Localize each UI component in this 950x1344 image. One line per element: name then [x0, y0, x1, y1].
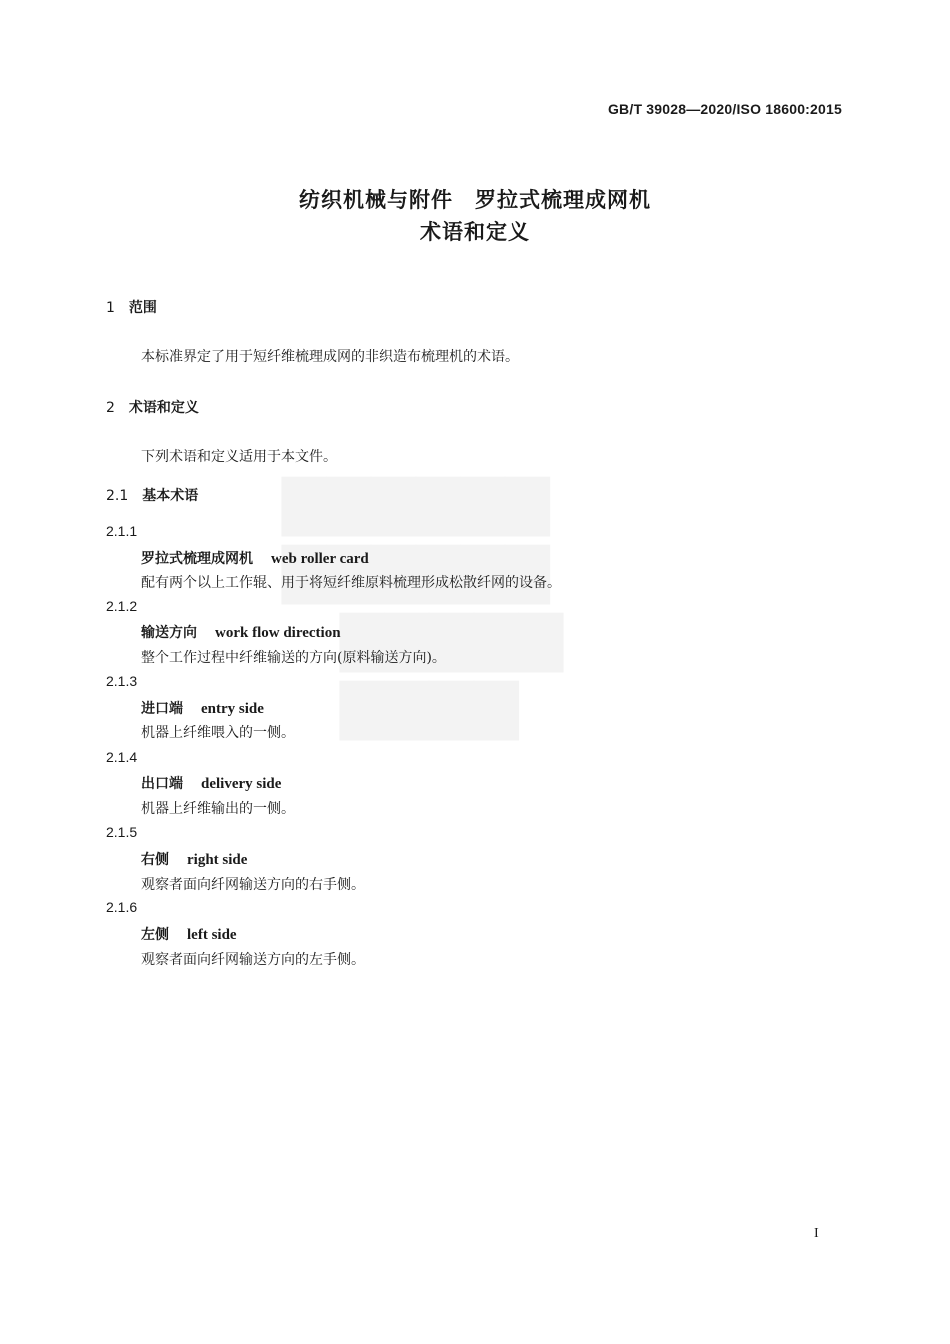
term-number: 2.1.1: [106, 523, 138, 539]
term-entry: [141, 698, 264, 718]
term-en: left side: [187, 927, 237, 943]
term-zh: 进口端: [141, 701, 183, 717]
section-title: 范围: [128, 300, 157, 316]
document-subtitle: 术语和定义: [420, 220, 530, 244]
term-number: 2.1.2: [106, 598, 138, 614]
term-definition: 配有两个以上工作辊、用于将短纤维原料梳理形成松散纤网的设备。: [141, 575, 561, 591]
section-title: 基本术语: [142, 488, 199, 504]
section-1-heading: [106, 297, 157, 317]
term-en: web roller card: [271, 551, 369, 567]
term-zh: 出口端: [141, 776, 183, 792]
term-definition: 整个工作过程中纤维输送的方向(原料输送方向)。: [141, 650, 446, 666]
term-en: delivery side: [201, 776, 282, 792]
term-zh: 罗拉式梳理成网机: [141, 551, 253, 567]
watermark: [282, 468, 634, 758]
term-definition: 观察者面向纤网输送方向的左手侧。: [141, 952, 365, 968]
term-en: entry side: [201, 701, 264, 717]
term-definition: 机器上纤维喂入的一侧。: [141, 725, 295, 741]
section-2-1-heading: [106, 485, 198, 505]
term-zh: 右侧: [141, 852, 169, 868]
term-definition: 机器上纤维输出的一侧。: [141, 801, 295, 817]
page-number: I: [814, 1226, 819, 1241]
term-number: 2.1.6: [106, 899, 138, 915]
section-number: 2.1: [106, 488, 129, 504]
section-number: 2: [106, 400, 115, 416]
section-2-heading: [106, 397, 199, 417]
term-number: 2.1.4: [106, 749, 138, 765]
term-definition: 观察者面向纤网输送方向的右手侧。: [141, 877, 365, 893]
term-en: right side: [187, 852, 248, 868]
term-entry: [141, 548, 369, 568]
term-zh: 左侧: [141, 927, 169, 943]
term-number: 2.1.5: [106, 824, 138, 840]
section-number: 1: [106, 300, 115, 316]
term-zh: 输送方向: [141, 625, 197, 641]
term-entry: [141, 622, 341, 642]
term-number: 2.1.3: [106, 673, 138, 689]
term-entry: [141, 849, 247, 869]
document-title: 纺织机械与附件 罗拉式梳理成网机: [299, 188, 651, 212]
section-1-text: 本标准界定了用于短纤维梳理成网的非织造布梳理机的术语。: [141, 349, 519, 365]
term-entry: [141, 773, 281, 793]
section-2-text: 下列术语和定义适用于本文件。: [141, 449, 337, 465]
standard-code: GB/T 39028—2020/ISO 18600:2015: [607, 101, 842, 117]
section-title: 术语和定义: [128, 400, 199, 416]
term-en: work flow direction: [215, 625, 341, 641]
term-entry: [141, 924, 237, 944]
